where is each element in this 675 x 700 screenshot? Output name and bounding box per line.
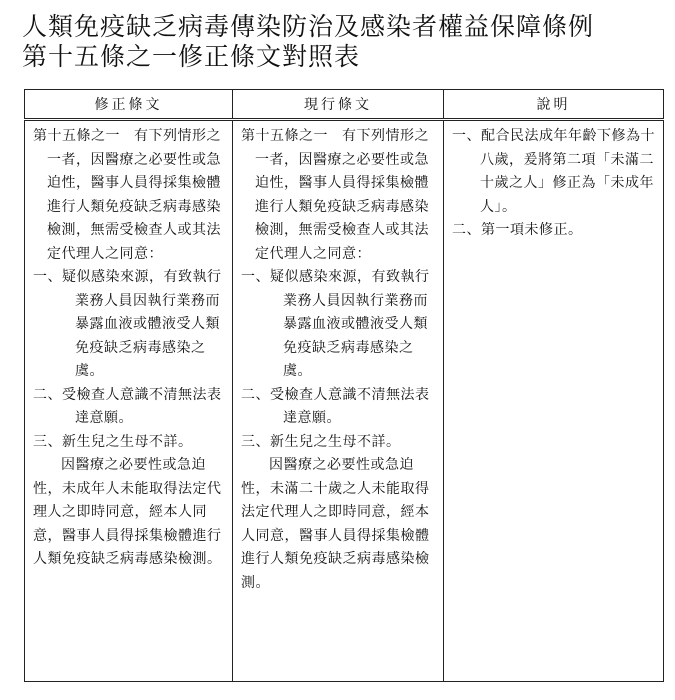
explanation-note-2: 二、第一項未修正。 [452, 222, 583, 238]
document-title [22, 12, 662, 72]
current-item-2: 二、受檢查人意識不清無法表達意願。 [241, 386, 430, 426]
header-current: 現行條文 [233, 90, 444, 120]
current-item-3: 三、新生兒之生母不詳。 [241, 433, 401, 450]
header-amended: 修正條文 [25, 90, 233, 120]
title-line-2: 第十五條之一修正條文對照表 [22, 42, 361, 71]
explanation-cell [444, 120, 664, 682]
amended-cell [25, 120, 233, 682]
current-lead [241, 125, 437, 266]
current-item-1: 一、疑似感染來源，有致執行業務人員因執行業務而暴露血液或體液受人類免疫缺乏病毒感染之虞。 [241, 269, 430, 379]
amended-lead [33, 125, 226, 266]
current-closing-paragraph: 因醫療之必要性或急迫性，未滿二十歲之人未能取得法定代理人之即時同意，經本人同意，醫事人員得採集檢體進行人類免疫缺乏病毒感染檢測。 [241, 457, 430, 591]
comparison-table [24, 89, 664, 682]
amended-item-3: 三、新生兒之生母不詳。 [33, 433, 193, 450]
amended-item-2: 二、受檢查人意識不清無法表達意願。 [33, 386, 222, 426]
title-line-1: 人類免疫缺乏病毒傳染防治及感染者權益保障條例 [22, 12, 595, 41]
amended-closing-paragraph: 因醫療之必要性或急迫性，未成年人未能取得法定代理人之即時同意，經本人同意，醫事人員得採集檢體進行人類免疫缺乏病毒感染檢測。 [33, 457, 222, 567]
explanation-note-1: 一、配合民法成年年齡下修為十八歲，爰將第二項「未滿二十歲之人」修正為「未成年人」。 [452, 128, 655, 215]
current-cell [233, 120, 444, 682]
header-explanation: 說明 [444, 90, 664, 120]
amended-article-number: 第十五條之一 [33, 128, 120, 144]
current-lead-text: 有下列情形之一者，因醫療之必要性或急迫性，醫事人員得採集檢體進行人類免疫缺乏病毒感染檢測，無需受檢查人或其法定代理人之同意： [255, 128, 429, 262]
table-header-row [25, 90, 664, 120]
amended-lead-text: 有下列情形之一者，因醫療之必要性或急迫性，醫事人員得採集檢體進行人類免疫缺乏病毒感染檢測，無需受檢查人或其法定代理人之同意： [47, 128, 221, 262]
amended-item-1: 一、疑似感染來源，有致執行業務人員因執行業務而暴露血液或體液受人類免疫缺乏病毒感染之虞。 [33, 269, 222, 379]
current-article-number: 第十五條之一 [241, 128, 328, 144]
table-body-row [25, 120, 664, 682]
